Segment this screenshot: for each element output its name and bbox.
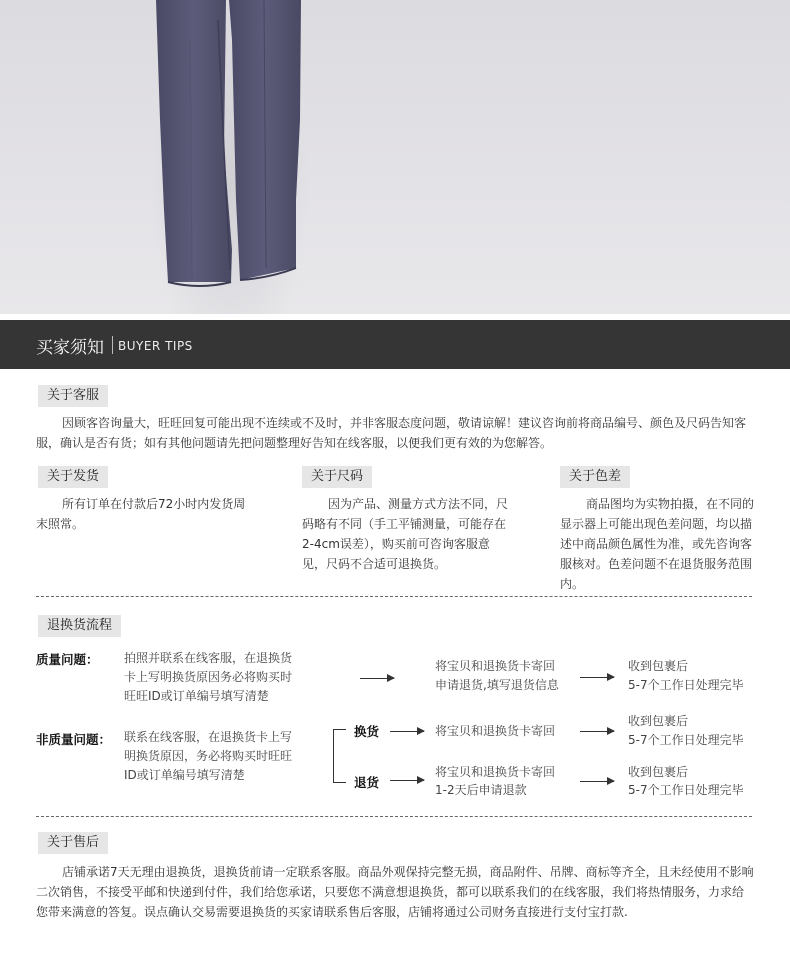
buyer-tips-header: [0, 320, 790, 369]
arrow-right-icon: [360, 678, 394, 679]
shipping-text: 所有订单在付款后72小时内发货周末照常。: [36, 497, 246, 531]
header-title-en: BUYER TIPS: [118, 339, 193, 353]
return-step3-1: 收到包裹后: [628, 765, 689, 779]
return-label: 退货: [354, 775, 380, 790]
non-quality-desc-3: ID或订单编号填写清楚: [124, 768, 245, 782]
quality-step3-1: 收到包裹后: [628, 659, 689, 673]
quality-desc-2: 卡上写明换货原因务必将购买时: [124, 670, 293, 684]
branch-bracket: [333, 729, 346, 783]
quality-step2-1: 将宝贝和退换货卡寄回: [435, 659, 556, 673]
arrow-right-icon: [580, 731, 614, 732]
arrow-right-icon: [580, 677, 614, 678]
exchange-step2: 将宝贝和退换货卡寄回: [435, 724, 556, 738]
quality-step2-2: 申请退货,填写退货信息: [435, 678, 559, 692]
quality-step3-2: 5-7个工作日处理完毕: [628, 678, 744, 692]
arrow-right-icon: [390, 731, 424, 732]
product-photo: [0, 0, 790, 314]
after-sales-tag: 关于售后: [38, 832, 108, 854]
exchange-label: 换货: [354, 724, 380, 739]
divider: [36, 596, 752, 597]
quality-desc-1: 拍照并联系在线客服，在退换货: [124, 651, 293, 665]
non-quality-desc-2: 明换货原因，务必将购买时旺旺: [124, 749, 293, 763]
quality-desc-3: 旺旺ID或订单编号填写清楚: [124, 689, 269, 703]
exchange-step3-2: 5-7个工作日处理完毕: [628, 733, 744, 747]
divider: [36, 816, 752, 817]
non-quality-desc-1: 联系在线客服，在退换货卡上写: [124, 730, 293, 744]
size-text: 因为产品、测量方式方法不同，尺码略有不同（手工平铺测量，可能存在2-4cm误差），购买前可咨询客服意见，尺码不合适可退换货。: [302, 497, 509, 571]
size-tag: 关于尺码: [302, 466, 372, 488]
color-tag: 关于色差: [560, 466, 630, 488]
header-divider: [112, 336, 113, 354]
trousers-image: [0, 0, 790, 314]
return-step2-1: 将宝贝和退换货卡寄回: [435, 765, 556, 779]
arrow-right-icon: [390, 780, 424, 781]
color-text: 商品图均为实物拍摄，在不同的显示器上可能出现色差问题，均以描述中商品颜色属性为准，或先咨询客服核对。色差问题不在退货服务范围内。: [560, 497, 755, 591]
non-quality-label: 非质量问题：: [36, 732, 112, 747]
customer-service-tag: 关于客服: [38, 385, 108, 407]
quality-label: 质量问题：: [36, 652, 99, 667]
header-title-cn: 买家须知: [36, 338, 104, 358]
return-step2-2: 1-2天后申请退款: [435, 783, 527, 797]
return-step3-2: 5-7个工作日处理完毕: [628, 783, 744, 797]
shipping-tag: 关于发货: [38, 466, 108, 488]
exchange-step3-1: 收到包裹后: [628, 714, 689, 728]
customer-service-text: 因顾客咨询量大，旺旺回复可能出现不连续或不及时，并非客服态度问题，敬请谅解！建议咨询前将商品编号、颜色及尺码告知客服，确认是否有货；如有其他问题请先把问题整理好告知在线客服，以便我们更有效的为您解答。: [36, 416, 747, 450]
process-tag: 退换货流程: [38, 615, 121, 637]
arrow-right-icon: [580, 781, 614, 782]
after-sales-text: 店铺承诺7天无理由退换货，退换货前请一定联系客服。商品外观保持完整无损，商品附件、吊牌、商标等齐全，且未经使用不影响二次销售，不接受平邮和快递到付件，我们给您承诺，只要您不满意想退换货，都可以联系我们的在线客服，我们将热情服务，力求给您带来满意的答复。误点确认交易需要退换货的买家请联系售后客服，店铺将通过公司财务直接进行支付宝打款.: [36, 865, 754, 919]
